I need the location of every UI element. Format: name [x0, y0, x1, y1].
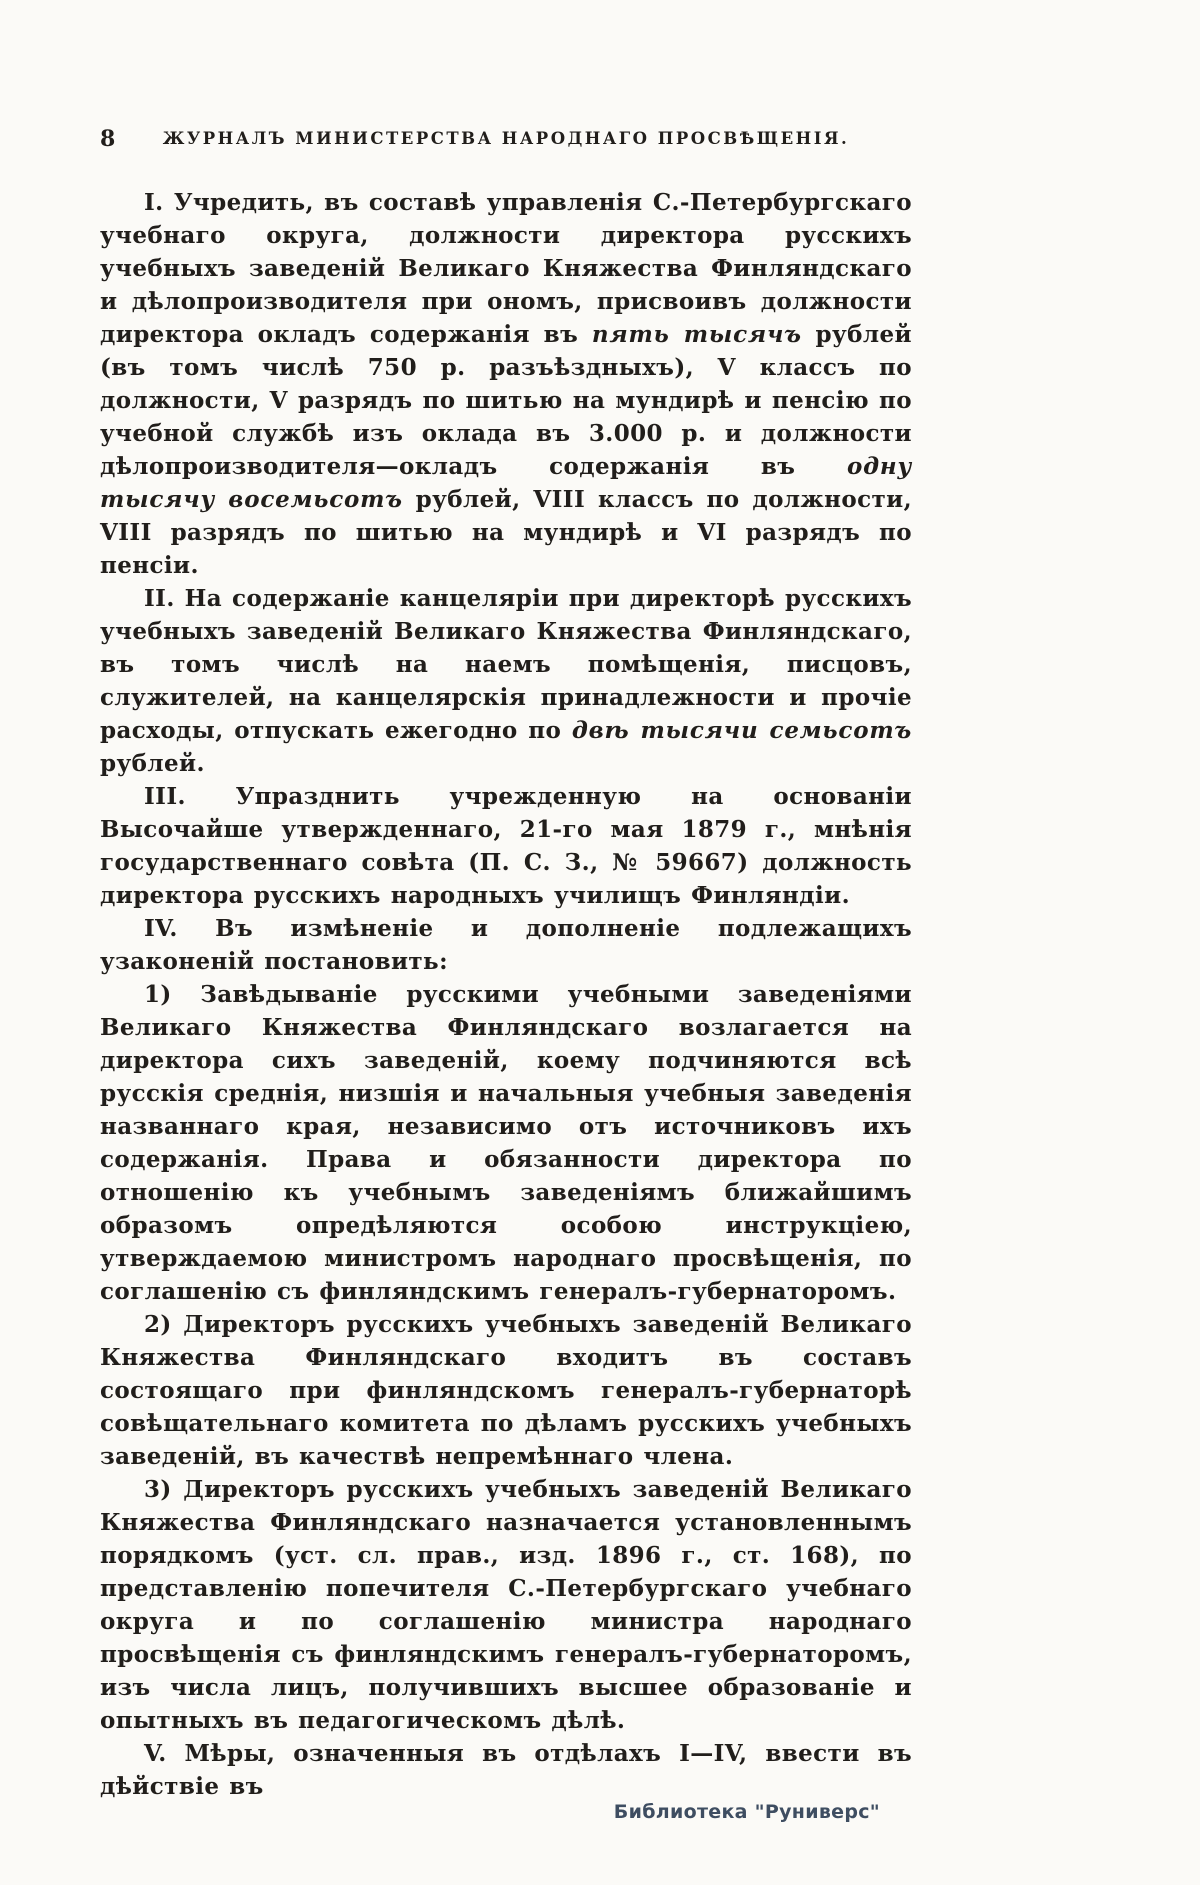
body-text-segment: рублей, VIII классъ по должности, VIII разрядъ по шитью на мундирѣ и VI разрядъ по пенсіи.	[100, 486, 912, 579]
paragraph	[100, 582, 912, 780]
running-title: ЖУРНАЛЪ МИНИСТЕРСТВА НАРОДНАГО ПРОСВѢЩЕНІЯ.	[162, 129, 850, 148]
body-text-segment: I. Учредить, въ составѣ управленія С.-Петербургскаго учебнаго округа, должности директора русскихъ учебныхъ заведеній Великаго Княжества Финляндскаго и дѣлопроизводителя при ономъ, присвоивъ должности директора окладъ содержанія въ	[100, 189, 912, 348]
paragraph	[100, 780, 912, 912]
emphasized-text: двѣ тысячи семьсотъ	[571, 717, 912, 744]
body-text-segment: 3) Директоръ русскихъ учебныхъ заведеній Великаго Княжества Финляндскаго назначается установленнымъ порядкомъ (уст. сл. прав., изд. 1896 г., ст. 168), по представленію попечителя С.-Петербургскаго учебнаго округа и по соглашенію министра народнаго просвѣщенія съ финляндскимъ генералъ-губернаторомъ, изъ числа лицъ, получившихъ высшее образованіе и опытныхъ въ педагогическомъ дѣлѣ.	[100, 1476, 912, 1734]
body-text-segment: II. На содержаніе канцеляріи при директорѣ русскихъ учебныхъ заведеній Великаго Княжества Финляндскаго, въ томъ числѣ на наемъ помѣщенія, писцовъ, служителей, на канцелярскія принадлежности и прочіе расходы, отпускать ежегодно по	[100, 585, 912, 744]
page-content	[100, 126, 912, 1803]
emphasized-text: одну тысячу восемьсотъ	[100, 453, 912, 513]
paragraph	[100, 912, 912, 978]
paragraph	[100, 1737, 912, 1803]
body-text-segment: V. Мѣры, означенныя въ отдѣлахъ I—IV, ввести въ дѣйствіе въ	[100, 1740, 912, 1800]
library-watermark: Библиотека "Руниверс"	[613, 1801, 880, 1823]
body-text-segment: IV. Въ измѣненіе и дополненіе подлежащихъ узаконеній постановить:	[100, 915, 912, 975]
body-text-segment: III. Упразднить учрежденную на основаніи Высочайше утвержденнаго, 21-го мая 1879 г., мнѣнія государственнаго совѣта (П. С. З., № 59667) должность директора русскихъ народныхъ училищъ Финляндіи.	[100, 783, 912, 909]
body-text-segment: 1) Завѣдываніе русскими учебными заведеніями Великаго Княжества Финляндскаго возлагается на директора сихъ заведеній, коему подчиняются всѣ русскія среднія, низшія и начальныя учебныя заведенія названнаго края, независимо отъ источниковъ ихъ содержанія. Права и обязанности директора по отношенію къ учебнымъ заведеніямъ ближайшимъ образомъ опредѣляются особою инструкціею, утверждаемою министромъ народнаго просвѣщенія, по соглашенію съ финляндскимъ генералъ-губернаторомъ.	[100, 981, 912, 1305]
emphasized-text: пять тысячъ	[591, 321, 802, 348]
page-header	[100, 126, 912, 152]
paragraph	[100, 978, 912, 1308]
paragraph	[100, 186, 912, 582]
body-text-segment: рублей (въ томъ числѣ 750 р. разъѣздныхъ), V классъ по должности, V разрядъ по шитью на мундирѣ и пенсію по учебной службѣ изъ оклада въ 3.000 р. и должности дѣлопроизводителя—окладъ содержанія въ	[100, 321, 913, 480]
body-text-segment: рублей.	[100, 750, 205, 777]
page-number: 8	[100, 126, 116, 152]
paragraph	[100, 1308, 912, 1473]
paragraph	[100, 1473, 912, 1737]
body-text-segment: 2) Директоръ русскихъ учебныхъ заведеній Великаго Княжества Финляндскаго входитъ въ составъ состоящаго при финляндскомъ генералъ-губернаторѣ совѣщательнаго комитета по дѣламъ русскихъ учебныхъ заведеній, въ качествѣ непремѣннаго члена.	[100, 1311, 912, 1470]
page-body	[100, 186, 912, 1803]
